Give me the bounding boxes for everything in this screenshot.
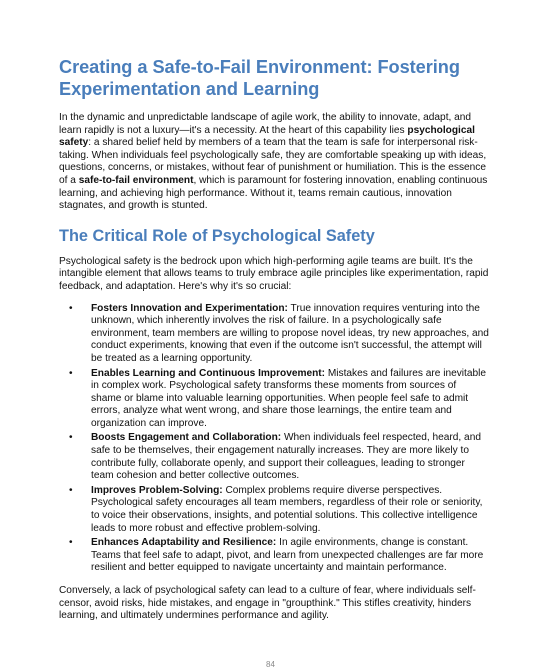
benefits-list [59, 303, 489, 575]
list-item-title: Enhances Adaptability and Resilience: [91, 537, 277, 549]
document-page [59, 57, 489, 623]
list-item-title: Enables Learning and Continuous Improvement: [91, 367, 326, 379]
intro-bold-safe-to-fail: safe-to-fail environment [78, 174, 194, 186]
page-number: 84 [266, 660, 275, 669]
list-item-text: When individuals feel respected, heard, and safe to be themselves, their engagement naturally increases. They are more likely to contribute fully, collaborate openly, and support their colleagues, leading to stronger team cohesion and better collective outcomes. [91, 432, 481, 482]
intro-text-2: : a shared belief held by members of a team that the team is safe for interpersonal risk-taking. When individuals feel psychologically safe, they are comfortable speaking up with ideas, questions, concerns, or mistakes, without fear of punishment or humiliation. This is the essence of a [59, 137, 487, 186]
list-item [59, 485, 489, 535]
list-item-text: True innovation requires venturing into the unknown, which inherently involves the risk of failure. In a psychologically safe environment, team members are willing to propose novel ideas, try new approaches, and conduct experiments, knowing that even if the outcome isn't successful, the attempt will be treated as a learning opportunity. [91, 302, 489, 364]
list-item-text: In agile environments, change is constant. Teams that feel safe to adapt, pivot, and learn from unexpected challenges are far more resilient and better equipped to navigate uncertainty and maintain performance. [91, 537, 484, 574]
list-item-text: Complex problems require diverse perspectives. Psychological safety encourages all team members, regardless of their role or seniority, to voice their observations, insights, and potential solutions. This collective intelligence leads to more robust and effective problem-solving. [91, 484, 483, 534]
section-intro-paragraph: Psychological safety is the bedrock upon which high-performing agile teams are built. It's the intangible element that allows teams to truly embrace agile principles like experimentation, rapid feedback, and adaptation. Here's why it's so crucial: [59, 255, 489, 292]
bullet-icon: • [69, 302, 73, 314]
list-item [59, 368, 489, 431]
conclusion-paragraph: Conversely, a lack of psychological safety can lead to a culture of fear, where individuals self-censor, avoid risks, hide mistakes, and engage in "groupthink." This stifles creativity, hinders learning, and ultimately undermines performance and agility. [59, 585, 476, 622]
list-item-title: Boosts Engagement and Collaboration: [91, 432, 282, 444]
bullet-icon: • [69, 367, 73, 379]
list-item-title: Fosters Innovation and Experimentation: [91, 302, 288, 314]
document-title: Creating a Safe-to-Fail Environment: Fostering Experimentation and Learning [59, 57, 460, 99]
intro-paragraph [59, 112, 489, 213]
list-item-title: Improves Problem-Solving: [91, 484, 223, 496]
bullet-icon: • [69, 432, 73, 444]
bullet-icon: • [69, 537, 73, 549]
intro-bold-psychological-safety: psychological safety [59, 124, 475, 149]
intro-text-3: , which is paramount for fostering innovation, enabling continuous learning, and achieving high performance. Without it, teams remain cautious, innovation stagnates, and growth is stunted. [59, 174, 488, 212]
bullet-icon: • [69, 484, 73, 496]
list-item-text: Mistakes and failures are inevitable in complex work. Psychological safety transforms these moments from sources of shame or blame into valuable learning opportunities. When people feel safe to admit errors, analyze what went wrong, and share those learnings, the entire team and organization can improve. [91, 367, 486, 429]
section-heading: The Critical Role of Psychological Safety [59, 226, 375, 245]
list-item [59, 432, 489, 482]
list-item [59, 537, 489, 575]
list-item [59, 303, 489, 366]
intro-text-1: In the dynamic and unpredictable landscape of agile work, the ability to innovate, adapt, and learn rapidly is not a luxury—it's a necessity. At the heart of this capability lies [59, 112, 472, 136]
